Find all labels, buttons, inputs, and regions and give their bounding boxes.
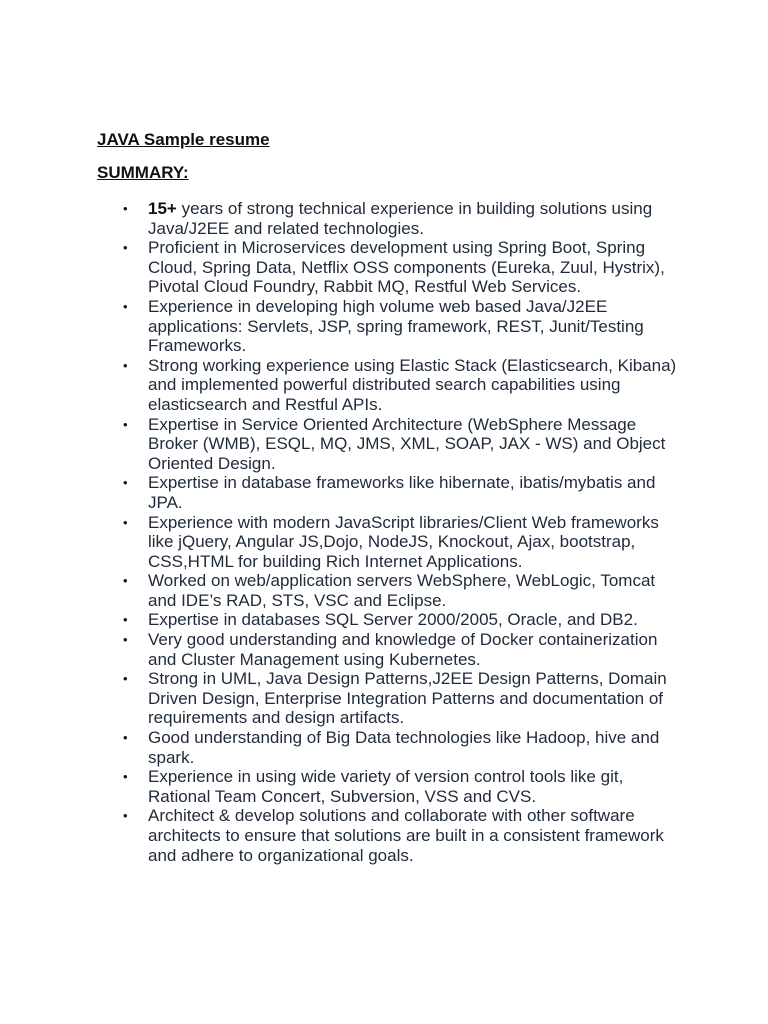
summary-item-text: Expertise in database frameworks like hibernate, ibatis/mybatis and JPA. [148, 473, 656, 512]
summary-item [123, 728, 688, 767]
bullet-icon: • [123, 201, 128, 216]
summary-item [123, 473, 688, 512]
bullet-icon: • [123, 514, 128, 530]
summary-item [123, 296, 688, 356]
bullet-icon: • [123, 612, 128, 628]
summary-item [123, 512, 688, 572]
summary-item [123, 630, 688, 669]
bullet-icon: • [123, 240, 128, 256]
summary-item [123, 571, 688, 610]
summary-heading: SUMMARY: [97, 163, 189, 182]
summary-item-text: Experience in using wide variety of version control tools like git, Rational Team Concert, Subversion, VSS and CVS. [148, 767, 624, 806]
summary-item-text: Expertise in databases SQL Server 2000/2005, Oracle, and DB2. [148, 610, 638, 630]
summary-item [123, 238, 688, 297]
summary-item [123, 414, 688, 474]
summary-item-text: Strong in UML, Java Design Patterns,J2EE Design Patterns, Domain Driven Design, Enterprise Integration Patterns and documentation of requirements and design artifacts. [148, 669, 667, 728]
summary-item-text: Strong working experience using Elastic Stack (Elasticsearch, Kibana) and implemented powerful distributed search capabilities using elasticsearch and Restful APIs. [148, 355, 677, 414]
summary-item [123, 806, 688, 865]
bullet-icon: • [123, 769, 128, 785]
bullet-icon: • [123, 475, 128, 491]
summary-item-text: Proficient in Microservices development using Spring Boot, Spring Cloud, Spring Data, Netflix OSS components (Eureka, Zuul, Hystrix), Pivotal Cloud Foundry, Rabbit MQ, Restful Web Services. [148, 238, 665, 297]
summary-item [123, 610, 688, 630]
summary-item-text: Experience with modern JavaScript libraries/Client Web frameworks like jQuery, Angular JS,Dojo, NodeJS, Knockout, Ajax, bootstrap, CSS,HTML for building Rich Internet Applications. [148, 512, 659, 571]
bullet-icon: • [123, 632, 128, 648]
summary-item [123, 199, 688, 238]
bullet-icon: • [123, 808, 128, 824]
summary-item-text: years of strong technical experience in building solutions using Java/J2EE and related technologies. [148, 199, 653, 238]
summary-item-text: Good understanding of Big Data technologies like Hadoop, hive and spark. [148, 728, 660, 767]
summary-item-text: Experience in developing high volume web based Java/J2EE applications: Servlets, JSP, spring framework, REST, Junit/Testing Frameworks. [148, 296, 644, 356]
bullet-icon: • [123, 416, 128, 432]
summary-list [123, 199, 688, 865]
bullet-icon: • [123, 730, 128, 746]
summary-item-text: Very good understanding and knowledge of Docker containerization and Cluster Management using Kubernetes. [148, 630, 658, 669]
summary-item [123, 767, 688, 806]
summary-item [123, 355, 688, 415]
bullet-icon: • [123, 357, 128, 373]
bullet-icon: • [123, 573, 128, 589]
summary-item-text: Expertise in Service Oriented Architecture (WebSphere Message Broker (WMB), ESQL, MQ, JMS, XML, SOAP, JAX - WS) and Object Oriented Design. [148, 414, 666, 473]
summary-item-text: Worked on web/application servers WebSphere, WebLogic, Tomcat and IDE’s RAD, STS, VSC and Eclipse. [148, 571, 656, 610]
bullet-icon: • [123, 298, 128, 314]
summary-item-lead: 15+ [148, 199, 177, 218]
document-title: JAVA Sample resume [97, 130, 270, 149]
summary-item-text: Architect & develop solutions and collaborate with other software architects to ensure that solutions are built in a consistent framework and adhere to organizational goals. [148, 806, 664, 865]
bullet-icon: • [123, 671, 128, 687]
summary-item [123, 669, 688, 728]
